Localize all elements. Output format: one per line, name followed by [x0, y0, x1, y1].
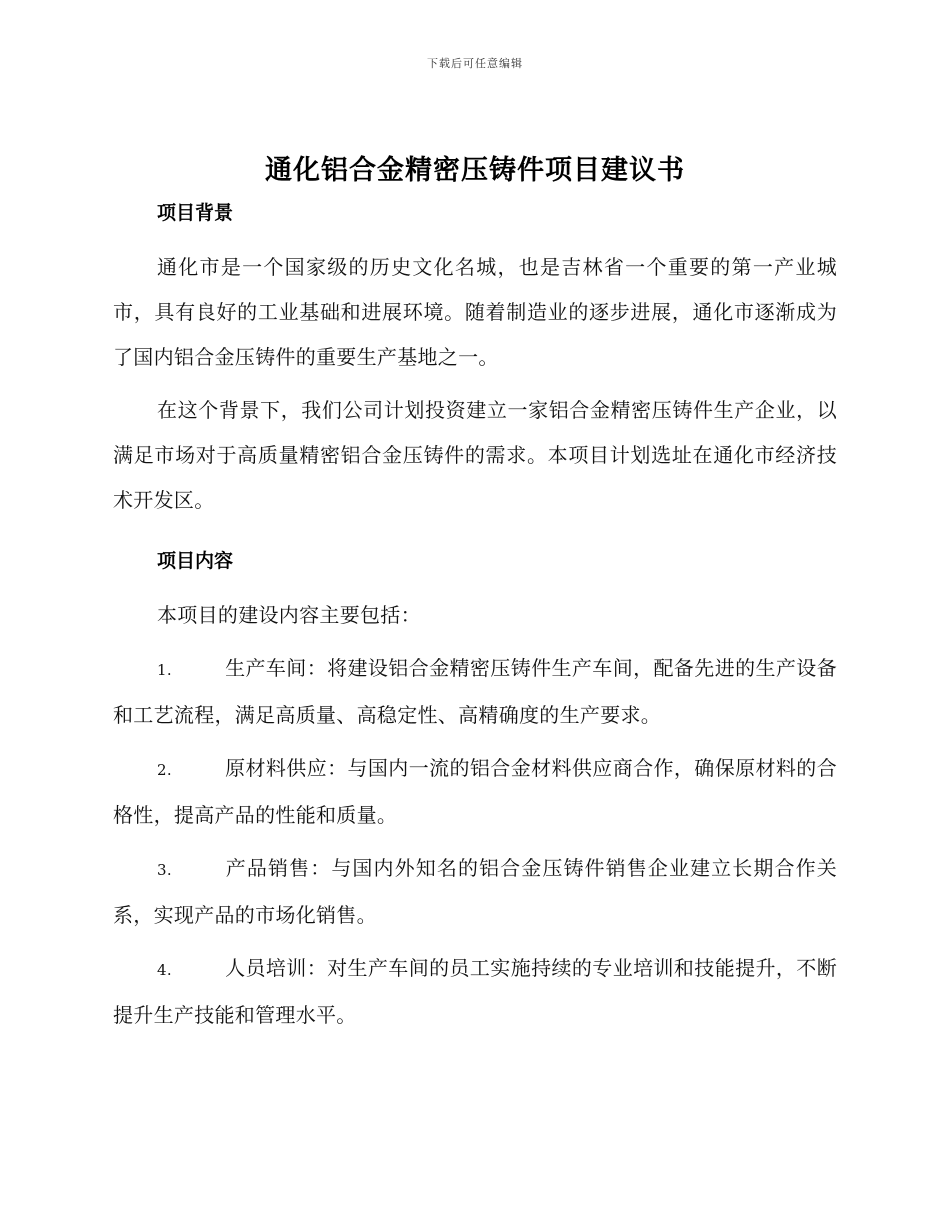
list-item — [113, 946, 837, 1038]
list-item-text: 原材料供应：与国内一流的铝合金材料供应商合作，确保原材料的合格性，提高产品的性能和质量。 — [113, 756, 837, 827]
document-body — [113, 195, 837, 1038]
content-intro: 本项目的建设内容主要包括： — [157, 603, 421, 627]
list-item-text: 生产车间：将建设铝合金精密压铸件生产车间，配备先进的生产设备和工艺流程，满足高质量、高稳定性、高精确度的生产要求。 — [113, 656, 837, 727]
list-number: 2. — [157, 761, 172, 779]
list-number: 3. — [157, 861, 172, 879]
list-item — [113, 646, 837, 738]
background-paragraph-1: 通化市是一个国家级的历史文化名城，也是吉林省一个重要的第一产业城市，具有良好的工业基础和进展环境。随着制造业的逐步进展，通化市逐渐成为了国内铝合金压铸件的重要生产基地之一。 — [113, 255, 837, 369]
list-number: 4. — [157, 961, 172, 979]
document-title: 通化铝合金精密压铸件项目建议书 — [265, 155, 685, 186]
list-item — [113, 846, 837, 938]
list-item-text: 产品销售：与国内外知名的铝合金压铸件销售企业建立长期合作关系，实现产品的市场化销售。 — [113, 856, 837, 927]
background-paragraph-2: 在这个背景下，我们公司计划投资建立一家铝合金精密压铸件生产企业，以满足市场对于高质量精密铝合金压铸件的需求。本项目计划选址在通化市经济技术开发区。 — [113, 398, 837, 512]
header-note: 下载后可任意编辑 — [427, 57, 523, 70]
list-item — [113, 746, 837, 838]
section-heading-background: 项目背景 — [157, 202, 234, 224]
section-heading-content: 项目内容 — [157, 550, 234, 572]
list-item-text: 人员培训：对生产车间的员工实施持续的专业培训和技能提升，不断提升生产技能和管理水平。 — [113, 956, 837, 1027]
list-number: 1. — [157, 661, 172, 679]
